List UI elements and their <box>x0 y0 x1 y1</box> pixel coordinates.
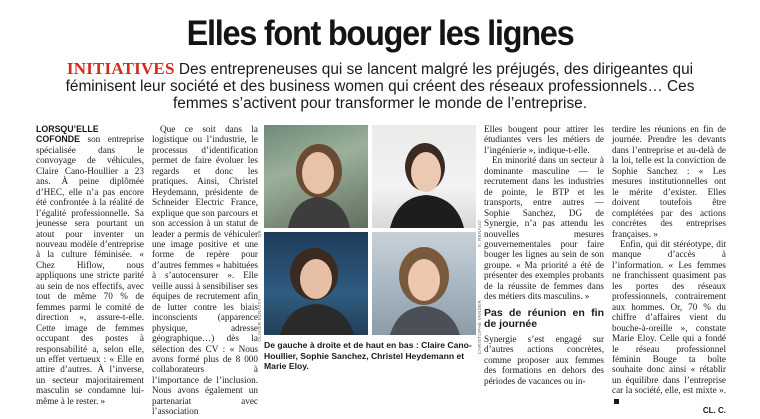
intro-text: Des entrepreneuses qui se lancent malgré les préjugés, des dirigeantes qui féminisent leur société et des business women qui créent des réseaux professionnels… Ces femmes s’activent pour transformer le monde de l’entreprise. <box>65 61 695 112</box>
article-column-1 <box>36 124 144 406</box>
author-initials: CL. C. <box>702 406 726 416</box>
intro-kicker: INITIATIVES <box>66 59 175 78</box>
photo-credit: CHRISTOPHE VANDER <box>477 300 482 355</box>
article-column-2 <box>152 124 258 417</box>
column-4-text-1: terdire les réunions en fin de journée. Prendre les devants dans l’entreprise et au-delà de la loi, telle est la conviction de Sophie Sanchez : « Les mesures institutionnelles ont le mérite d’exister. Elles doivent toutefois être complétées par des actions concrètes des entreprises françaises. » <box>612 124 726 239</box>
photo-grid <box>264 125 476 335</box>
article-column-3 <box>484 124 604 386</box>
column-1-text: son entreprise spécialisée dans le convoyage de véhicules, Claire Cano-Houllier a 23 ans. À peine diplômée d’HEC, elle n’a pas encore été confrontée à la réalité de l’égalité professionnelle. Sa jeunesse sera pourtant un atout pour inventer un nouveau modèle d’entreprise à la culture féminisée. « Chez Hiflow, nous appliquons une stricte parité au sein de nos effectifs, avec tout de même 70 % de femmes parmi le comité de direction », assure-t-elle. Cette image de femmes occupant des postes à responsabilité a, selon elle, un effet vertueux : « Elle en attire d’autres. À l’inverse, un secteur majoritairement masculin se condamne lui-même à le rester. » <box>36 134 144 406</box>
photo-credit: X. RENAUD <box>477 220 482 248</box>
photo-caption: De gauche à droite et de haut en bas : Claire Cano-Houllier, Sophie Sanchez, Christel Heydemann et Marie Eloy. <box>264 340 472 371</box>
photo-credit: DR <box>257 230 262 238</box>
article-lead-in: LORSQU’ELLE COFONDE <box>36 124 99 145</box>
column-2-text: Que ce soit dans la logistique ou l’industrie, le processus d’identification permet de faire évoluer les regards et donc les pratiques. Ainsi, Christel Heydemann, présidente de Schneider Electric France, explique que son parcours et son accession à un statut de leader a permis de véhiculer une image positive et une forme de repère pour d’autres femmes « habituées à s’autocensurer ». Elle veille aussi à sensibiliser ses équipes de recrutement afin de lutter contre les biais inconscients (apparence physique, adresse géographique…) dès la sélection des CV : « Nous avons formé plus de 8 000 collaborateurs à l’importance de l’inclusion. Nous avons également un partenariat avec l’association <box>152 124 258 417</box>
headline: Elles font bouger les lignes <box>186 14 574 53</box>
photo-christel-heydemann <box>264 232 368 335</box>
subhead: Pas de réunion en fin de journée <box>484 306 604 331</box>
photo-claire-cano-houllier <box>264 125 368 228</box>
column-4-text-2: Enfin, qui dit stéréotype, dit manque d’accès à l’information. « Les femmes ne franchissent quasiment pas les portes des réseaux professionnels, contrairement aux hommes. Or, 70 % du chiffre d’affaires vient du bouche-à-oreille », constate Marie Eloy. Celle qui a fondé le réseau professionnel féminin Bouge ta boîte souhaite donc ainsi « rétablir un équilibre dans l’entreprise car la société, elle, est mixte ». <box>612 238 726 396</box>
photo-credit: OLIVIER EZRATTY <box>257 298 262 342</box>
photo-sophie-sanchez <box>372 125 476 228</box>
column-3-text-1: Elles bougent pour attirer les étudiantes vers les métiers de l’ingénierie », indique-t-elle. <box>484 124 604 155</box>
end-mark <box>614 399 619 404</box>
column-3-text-3: Synergie s’est engagé sur d’autres actions concrètes, comme proposer aux femmes des formations en dehors des périodes de vacances ou in- <box>484 333 604 386</box>
article-column-4 <box>612 124 726 417</box>
photo-marie-eloy <box>372 232 476 335</box>
intro-deck <box>55 60 705 112</box>
column-3-text-2: En minorité dans un secteur à dominante masculine — le recrutement dans les industries de pointe, le BTP et les transports, entre autres — Sophie Sanchez, DG de Synergie, n’a pas attendu les nouvelles mesures gouvernementales pour faire bouger les lignes au sein de son groupe. « Ma priorité a été de présenter des exemples probants de la réussite de femmes dans des métiers dits masculins. » <box>484 155 604 302</box>
